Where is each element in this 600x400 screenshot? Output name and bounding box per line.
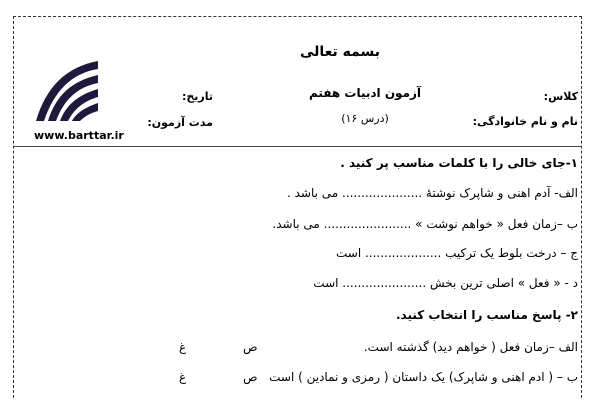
- header-divider: [14, 146, 581, 147]
- question-2-title: ۲- پاسخ مناسب را انتخاب کنید.: [395, 308, 578, 322]
- question-1-item: د - « فعل » اصلی ترین بخش ...................... است: [313, 276, 578, 290]
- class-label: کلاس:: [543, 90, 578, 103]
- name-label: نام و نام خانوادگی:: [472, 115, 578, 128]
- true-option: ص: [243, 340, 258, 354]
- question-2-item: ب – ( ادم اهنی و شاپرک) یک داستان ( رمزی و نمادین ) است: [269, 370, 578, 384]
- question-1-item: ج – درخت بلوط یک ترکیب .................... است: [335, 246, 578, 260]
- logo-icon: [32, 57, 102, 127]
- false-option: غ: [179, 340, 187, 354]
- question-1-title: ۱-جای خالی را با کلمات مناسب پر کنید .: [340, 156, 578, 170]
- question-1-item: ب –زمان فعل « خواهم نوشت » ....................... می باشد.: [272, 217, 578, 231]
- page-heading: بسمه تعالی: [299, 44, 381, 60]
- duration-label: مدت آزمون:: [147, 116, 213, 129]
- question-2-item: الف –زمان فعل ( خواهم دید) گذشته است.: [363, 340, 578, 354]
- date-label: تاریخ:: [181, 90, 213, 103]
- true-option: ص: [243, 370, 258, 384]
- question-1-item: الف- آدم اهنی و شاپرک نوشتهٔ ..................... می باشد .: [286, 186, 578, 200]
- false-option: غ: [179, 370, 187, 384]
- website-url: www.barttar.ir: [34, 129, 124, 142]
- exam-title: آزمون ادبیات هفتم: [308, 86, 422, 100]
- lesson-label: (درس ۱۶): [341, 112, 389, 125]
